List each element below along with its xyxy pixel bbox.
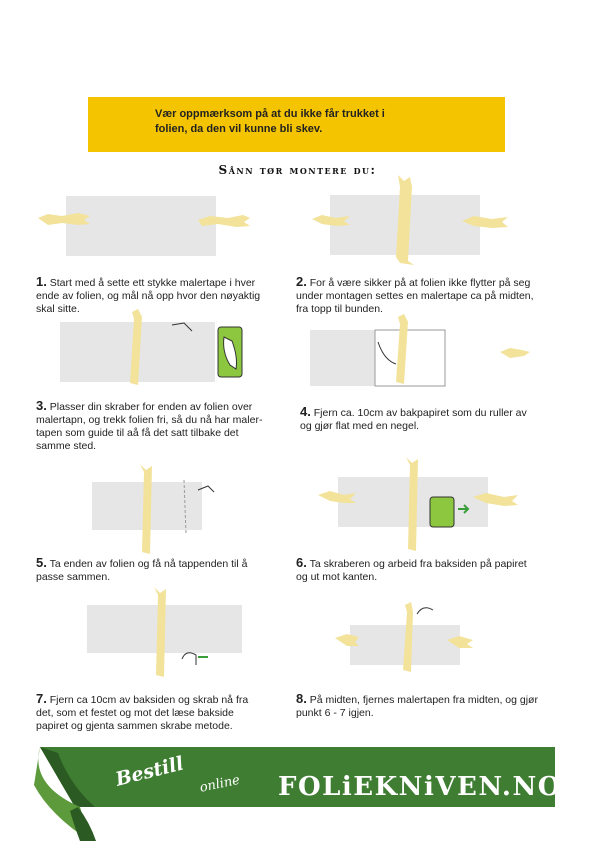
step-6-illustration [318,455,523,555]
step-1-illustration [38,194,278,269]
banner-bestill-text: Bestill [113,752,186,791]
step-8-illustration [335,600,480,675]
step-5-illustration [82,462,232,557]
step-7-illustration [82,585,267,680]
step-8-text: 8. På midten, fjernes malertapen fra midten, og gjør punkt 6 - 7 igjen. [296,691,538,719]
warning-text: Vær oppmærksom på at du ikke får trukket i folien, da den vil kunne bli skev. [155,108,385,135]
banner-online-text: online [198,772,242,796]
step-4-illustration [310,312,535,382]
step-4-text: 4. Fjern ca. 10cm av bakpapiret som du ruller av og gjør flat med en negel. [300,404,527,432]
step-3-text: 3. Plasser din skraber for enden av folien over malertapn, og trekk folien fri, så du nå har maler- tapen som guide til aå få det satt tilbake det samme sted. [36,398,263,452]
step-6-text: 6. Ta skraberen og arbeid fra baksiden på papiret og ut mot kanten. [296,555,527,583]
step-7-text: 7. Fjern ca 10cm av baksiden og skrab nå fra det, som et festet og mot det læse bakside papiret og gjenta sammen skrabe metode. [36,691,249,732]
step-3-illustration [60,307,270,387]
section-heading: Sånn tør montere du: [218,163,377,177]
brand-logo-text[interactable]: FOLiEKNiVEN.NO [278,772,562,802]
warning-box [88,97,505,152]
step-5-text: 5. Ta enden av folien og få nå tappenden til å passe sammen. [36,555,248,583]
step-2-illustration [312,175,527,265]
step-1-text: 1. Start med å sette ett stykke malertape i hver ende av folien, og mål nå opp hvor den nøyaktig skal sitte. [36,274,261,315]
step-2-text: 2. For å være sikker på at folien ikke flytter på seg under montagen settes en malertape ca på midten, fra topp til bunden. [296,274,534,315]
